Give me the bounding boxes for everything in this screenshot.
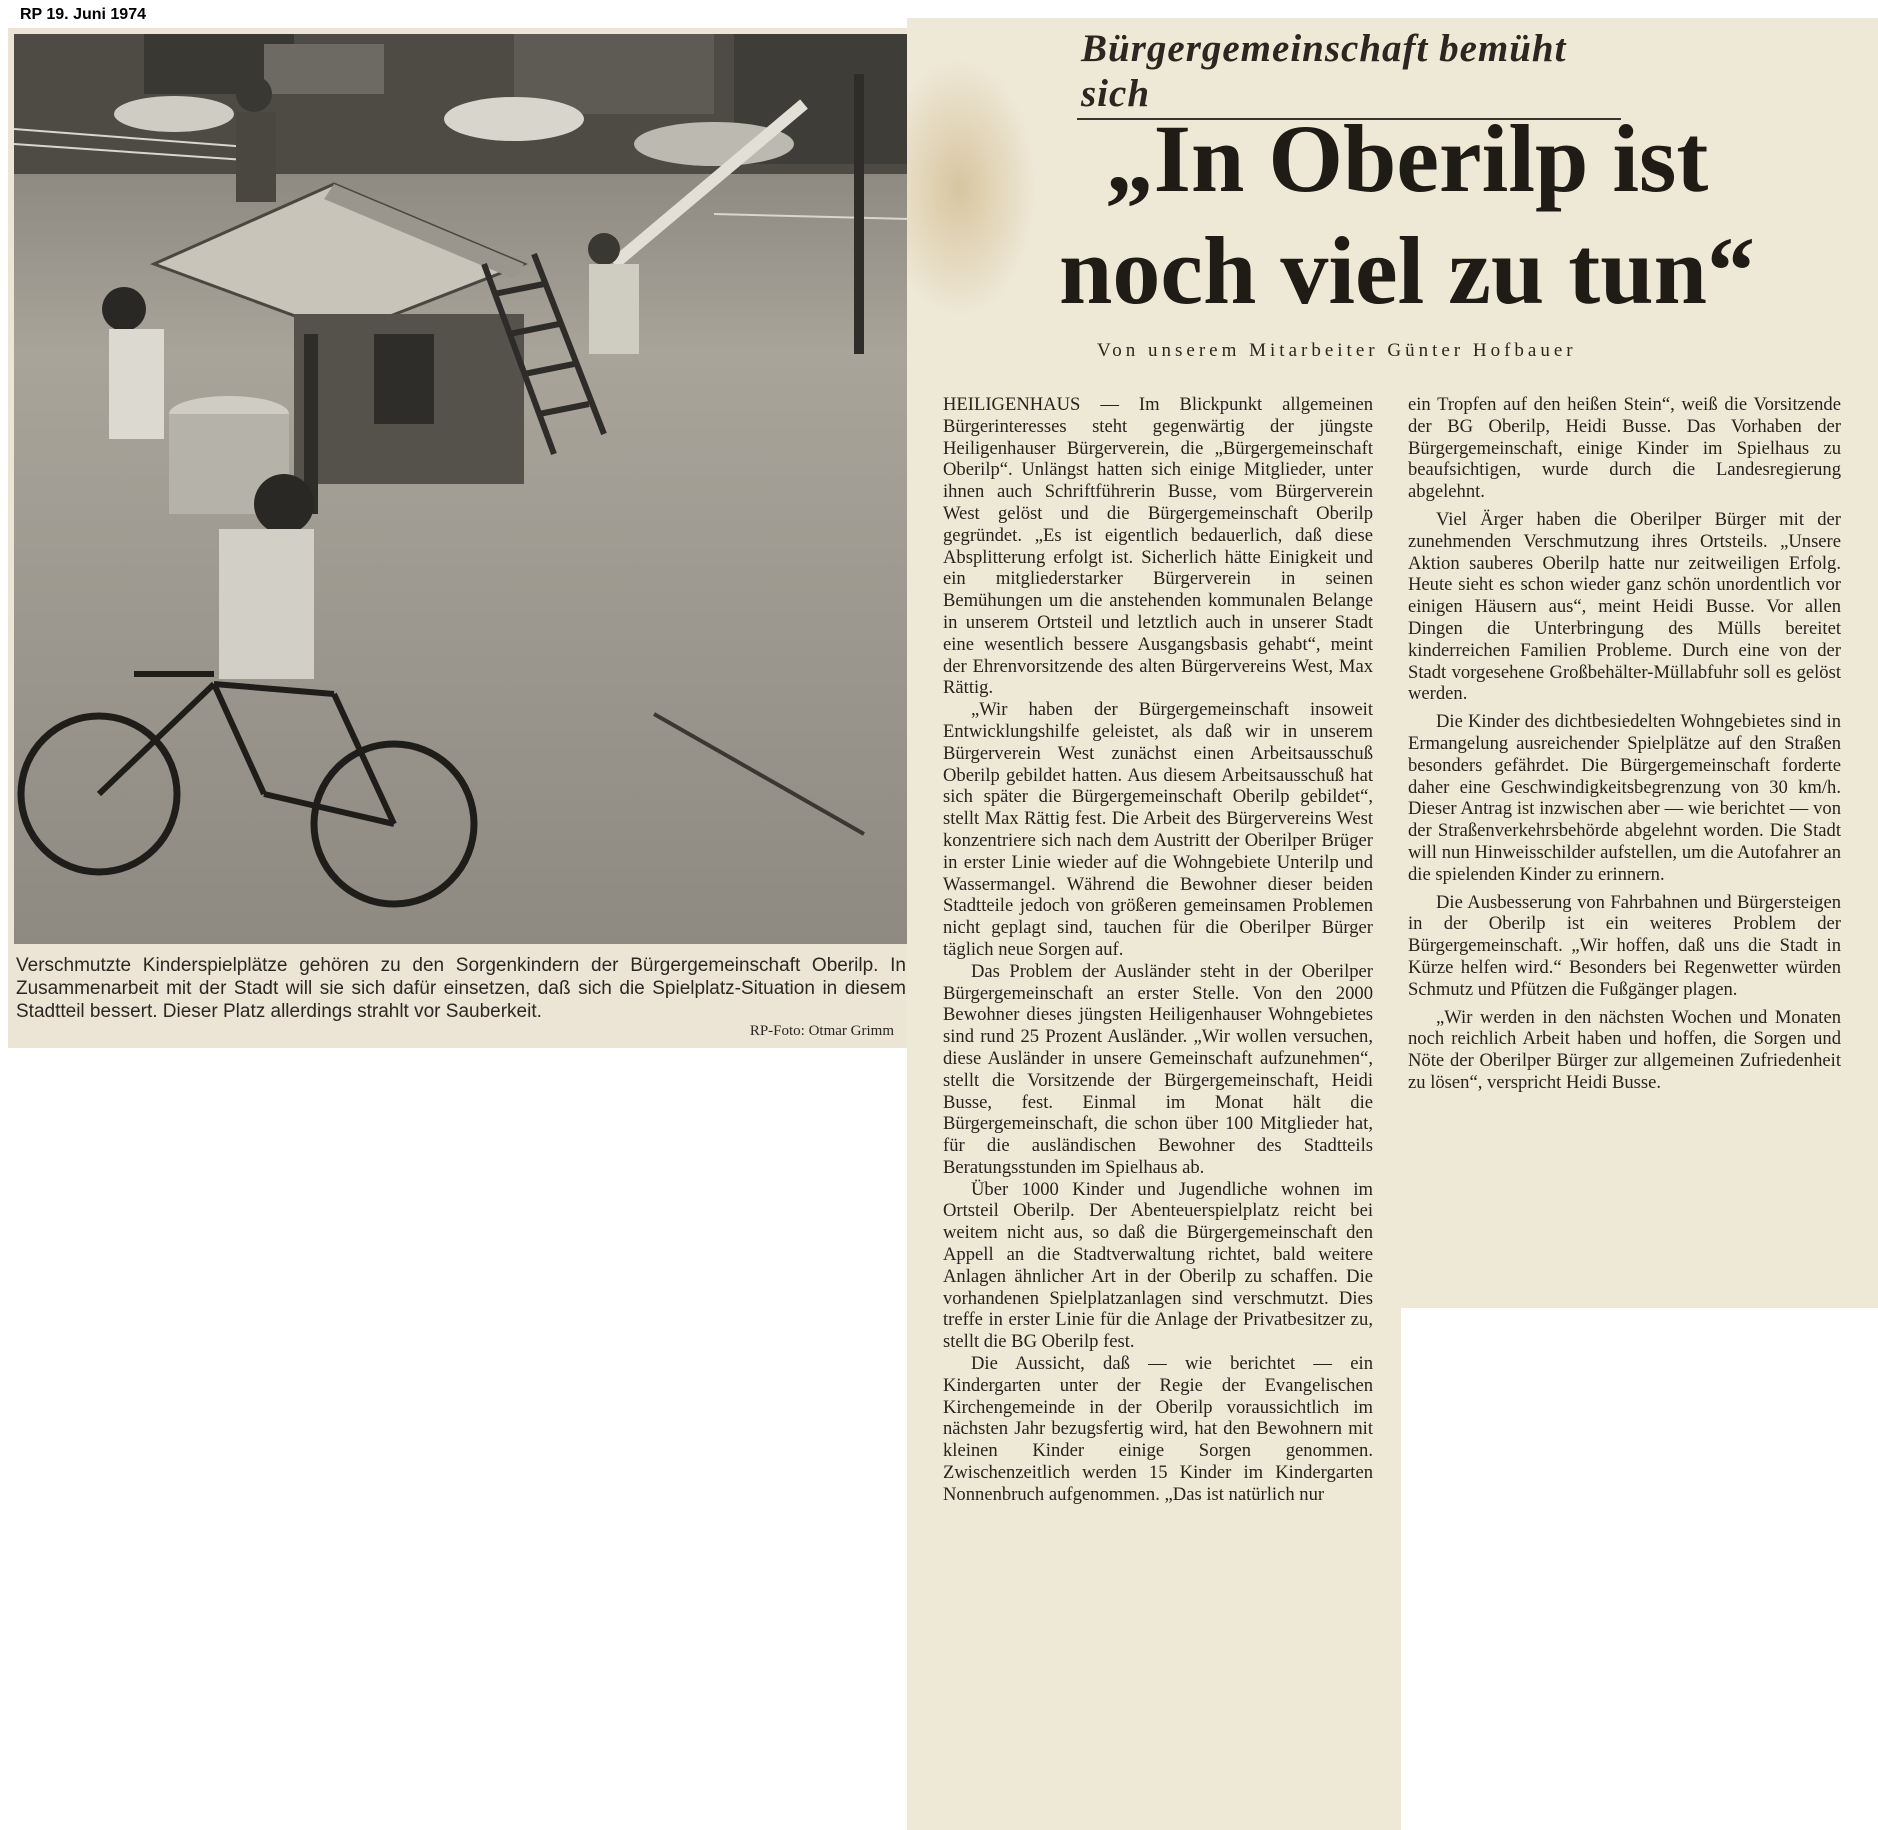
paragraph: Die Aussicht, daß — wie berichtet — ein Kindergarten unter der Regie der Evangelischen Kirchengemeinde in der Oberilp voraussichtlich im nächsten Jahr bezugsfertig wird, hat den Bewohnern mit kleinen Kinder einige Sorgen genommen. Zwischenzeitlich werden 15 Kinder im Kindergarten Nonnenbruch aufgenommen. „Das ist natürlich nur [943,1353,1373,1505]
paragraph: Viel Ärger haben die Oberilper Bürger mit der zunehmenden Verschmutzung ihres Ortsteils. „Unsere Aktion sauberes Oberilp hatte nur zeitweiligen Erfolg. Heute sieht es schon wieder ganz schön unordentlich vor einigen Häusern aus“, meint Heidi Busse. Vor allen Dingen die Unterbringung des Mülls bereitet kinderreichen Familien Probleme. Durch eine von der Stadt vorgesehene Großbehälter-Müllabfuhr soll es gelöst werden. [1408,508,1841,705]
photo-credit: RP-Foto: Otmar Grimm [749,1023,894,1039]
paragraph: Die Kinder des dichtbesiedelten Wohngebietes sind in Ermangelung ausreichender Spielplätze auf den Straßen besonders gefährdet. Die Bürgergemeinschaft forderte daher eine Geschwindigkeitsbegrenzung von 30 km/h. Dieser Antrag ist inzwischen aber — wie berichtet — von der Straßenverkehrsbehörde abgelehnt worden. Die Stadt will nun Hinweisschilder aufstellen, um die Autofahrer an die spielenden Kinder zu erinnern. [1408,711,1841,885]
paragraph: „Wir werden in den nächsten Wochen und Monaten noch reichlich Arbeit haben und hoffen, die Sorgen und Nöte der Oberilper Bürger zur allgemeinen Zufriedenheit zu lösen“, verspricht Heidi Busse. [1408,1006,1841,1093]
article-kicker: Bürgergemeinschaft bemüht sich [1077,26,1621,120]
playground-photo [14,34,910,944]
article-byline: Von unserem Mitarbeiter Günter Hofbauer [1097,340,1577,361]
paragraph: ein Tropfen auf den heißen Stein“, weiß die Vorsitzende der BG Oberilp, Heidi Busse. Das Vorhaben der Bürgergemeinschaft, einige Kinder im Spielhaus zu beaufsichtigen, wurde durch die Landesregierung abgelehnt. [1408,394,1841,503]
article-clipping [907,18,1878,1830]
paragraph: Über 1000 Kinder und Jugendliche wohnen im Ortsteil Oberilp. Der Abenteuerspielplatz reicht bei weitem nicht aus, so daß die Bürgergemeinschaft den Appell an die Stadtverwaltung richtet, bald weitere Anlagen ähnlicher Art in der Oberilp zu schaffen. Die vorhandenen Spielplatzanlagen sind verschmutzt. Dies treffe in erster Linie für die Anlage der Privatbesitzer zu, stellt die BG Oberilp fest. [943,1178,1373,1353]
article-headline [947,103,1867,327]
paragraph: HEILIGENHAUS — Im Blickpunkt allgemeinen Bürgerinteresses steht gegenwärtig der jüngste Heiligenhauser Bürgerverein, die „Bürgergemeinschaft Oberilp“. Unlängst hatten sich einige Mitglieder, unter ihnen auch Schriftführerin Busse, vom Bürgerverein West gelöst und die Bürgergemeinschaft Oberilp gegründet. „Es ist eigentlich bedauerlich, daß diese Absplitterung erfolgt ist. Sicherlich hätte Einigkeit und ein mitgliederstarker Bürgerverein in seinen Bemühungen um die anstehenden kommunalen Belange in unserem Ortsteil und letztlich auch in unserer Stadt eine wesentlich bessere Ausgangsbasis gehabt“, meint der Ehrenvorsitzende des alten Bürgervereins West, Max Rättig. [943,394,1373,699]
article-column-1 [943,394,1373,1506]
paragraph: Das Problem der Ausländer steht in der Oberilper Bürgergemeinschaft an erster Stelle. Von den 2000 Bewohner dieses jüngsten Heiligenhauser Wohngebietes sind rund 25 Prozent Ausländer. „Wir wollen versuchen, diese Ausländer in unsere Gemeinschaft aufzunehmen“, stellt die Vorsitzende der Bürgergemeinschaft, Heidi Busse, fest. Einmal im Monat hält die Bürgergemeinschaft, die schon über 100 Mitglieder hat, für die ausländischen Bewohner des Stadtteils Beratungsstunden im Spielhaus ab. [943,960,1373,1178]
paragraph: „Wir haben der Bürgergemeinschaft insoweit Entwicklungshilfe geleistet, als daß wir in unserem Bürgerverein West zunächst einen Arbeitsausschuß Oberilp gebildet hatten. Aus diesem Arbeitsausschuß hat sich später die Bürgergemeinschaft Oberilp gebildet“, stellt Max Rättig fest. Die Arbeit des Bürgervereins West konzentriere sich nach dem Austritt der Oberilper Brüger in erster Linie wieder auf die Wohngebiete Unterilp und Wassermangel. Während die Bewohner dieser beiden Stadtteile jedoch von größeren gemeinsamen Problemen nicht geplagt sind, tauchen für die Oberilper Bürger täglich neue Sorgen auf. [943,699,1373,960]
source-date-label: RP 19. Juni 1974 [20,6,146,23]
headline-line-2: noch viel zu tun“ [1058,217,1756,324]
photo-clipping [8,28,912,1048]
article-column-2 [1408,394,1841,1100]
photo-caption: Verschmutzte Kinderspielplätze gehören zu den Sorgenkindern der Bürgergemeinschaft Oberilp. In Zusammenarbeit mit der Stadt will sie sich dafür einsetzen, daß sich die Spielplatz-Situation in diesem Stadtteil bessert. Dieser Platz allerdings strahlt vor Sauberkeit. [16,955,906,1022]
paragraph: Die Ausbesserung von Fahrbahnen und Bürgersteigen in der Oberilp ist ein weiteres Problem der Bürgergemeinschaft. „Wir hoffen, daß uns die Stadt in Kürze helfen wird.“ Besonders bei Regenwetter würden Schmutz und Pfützen die Fußgänger plagen. [1408,891,1841,1000]
headline-line-1: „In Oberilp ist [1105,105,1709,212]
